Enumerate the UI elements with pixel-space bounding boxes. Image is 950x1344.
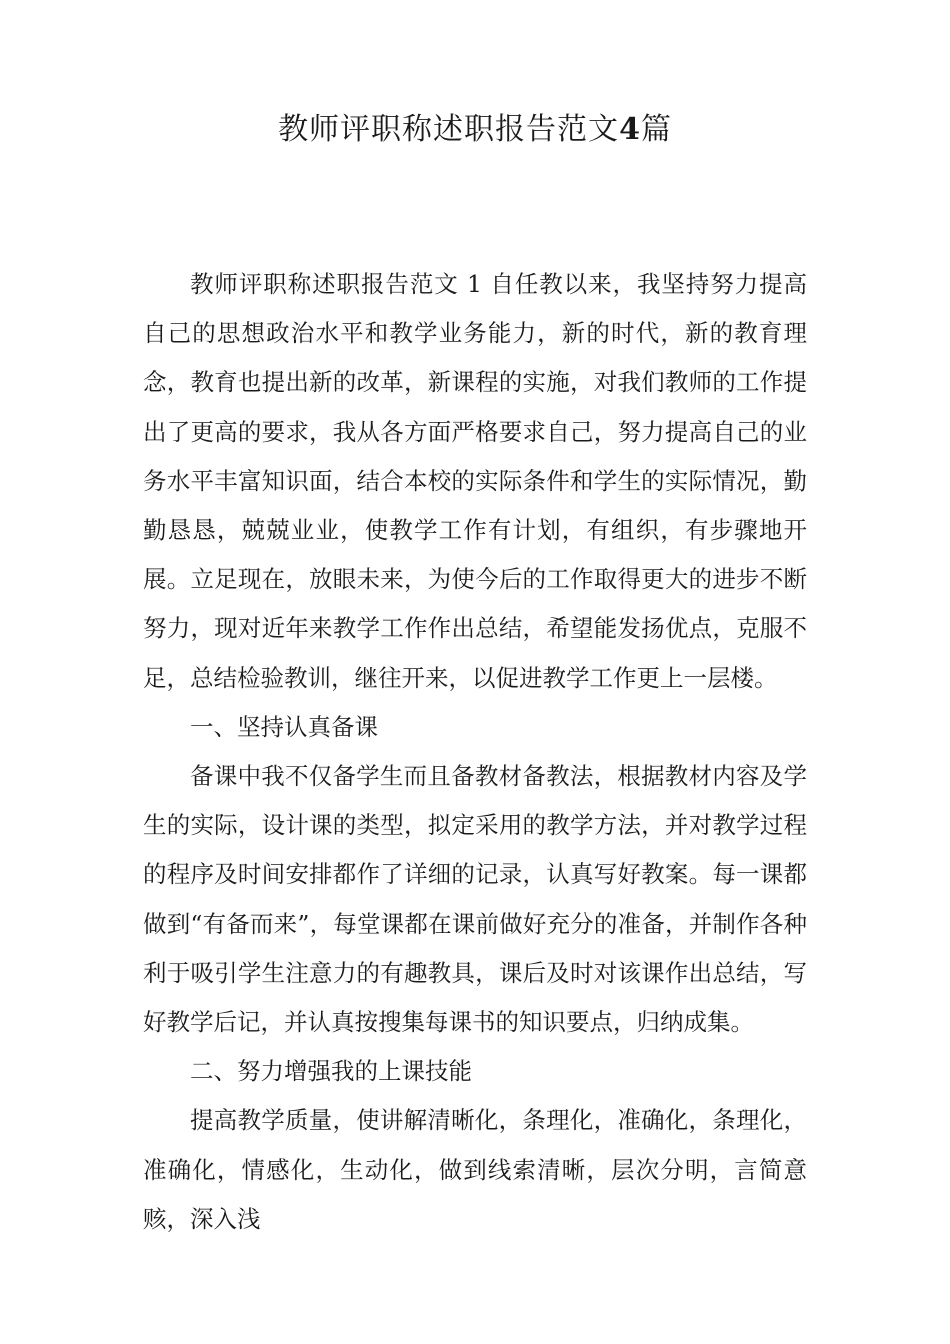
document-body (143, 260, 807, 1244)
paragraph-intro: 教师评职称述职报告范文 1 自任教以来，我坚持努力提高自己的思想政治水平和教学业务能力，新的时代，新的教育理念，教育也提出新的改革，新课程的实施，对我们教师的工作提出了更高的要求，我从各方面严格要求自己，努力提高自己的业务水平丰富知识面，结合本校的实际条件和学生的实际情况，勤勤恳恳，兢兢业业，使教学工作有计划，有组织，有步骤地开展。立足现在，放眼未来，为使今后的工作取得更大的进步不断努力，现对近年来教学工作作出总结，希望能发扬优点，克服不足，总结检验教训，继往开来，以促进教学工作更上一层楼。 (143, 270, 807, 692)
title-number: 4 (619, 112, 641, 147)
title-text: 教师评职称述职报告范文 (278, 112, 620, 147)
document-title (0, 108, 950, 152)
paragraph-section-2: 提高教学质量，使讲解清晰化，条理化，准确化，条理化，准确化，情感化，生动化，做到线索清晰，层次分明，言简意赅，深入浅 (143, 1106, 807, 1233)
section-heading-1: 一、坚持认真备课 (190, 712, 378, 741)
title-suffix: 篇 (640, 112, 672, 147)
paragraph-section-1: 备课中我不仅备学生而且备教材备教法，根据教材内容及学生的实际，设计课的类型，拟定采用的教学方法，并对教学过程的程序及时间安排都作了详细的记录，认真写好教案。每一课都做到“有备而来”，每堂课都在课前做好充分的准备，并制作各种利于吸引学生注意力的有趣教具，课后及时对该课作出总结，写好教学后记，并认真按搜集每课书的知识要点，归纳成集。 (143, 762, 807, 1037)
section-heading-2: 二、努力增强我的上课技能 (190, 1057, 472, 1086)
